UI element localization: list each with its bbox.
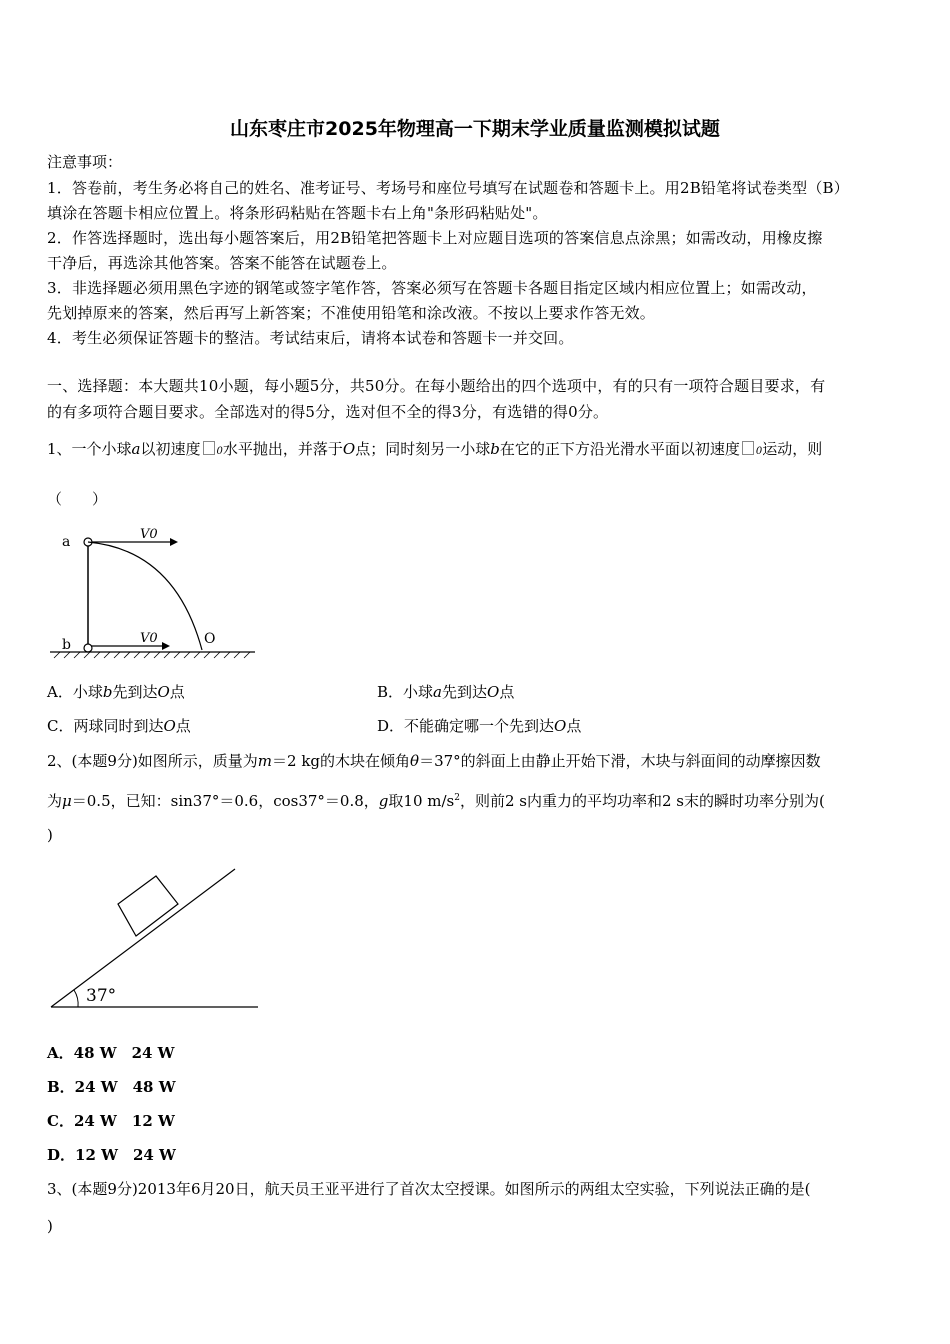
angle-arc xyxy=(74,990,78,1007)
q1-answer-paren: （ ） xyxy=(47,490,108,508)
section-instructions: 一、选择题：本大题共10小题，每小题5分，共50分。在每小题给出的四个选项中，有的只有一项符合题目要求，有 xyxy=(47,377,826,395)
q1-option-a: A．小球b先到达O点 xyxy=(47,683,185,701)
q2-option-d: D．12 W 24 W xyxy=(47,1146,176,1164)
q2-option-a: A．48 W 24 W xyxy=(47,1044,175,1062)
angle-label: 37° xyxy=(86,986,117,1006)
q1-figure xyxy=(50,520,260,660)
v0-label-bottom: V0 xyxy=(140,631,158,646)
q2-option-b: B．24 W 48 W xyxy=(47,1078,176,1096)
placeholder-box-icon xyxy=(203,441,215,455)
notice-line: 3．非选择题必须用黑色字迹的钢笔或签字笔作答，答案必须写在答题卡各题目指定区域内相应位置上；如需改动， xyxy=(47,279,817,297)
q1-option-c: C．两球同时到达O点 xyxy=(47,717,191,735)
notice-line: 先划掉原来的答案，然后再写上新答案；不准使用铅笔和涂改液。不按以上要求作答无效。 xyxy=(47,304,656,322)
q2-incline-figure xyxy=(48,862,263,1012)
q1-option-b: B．小球a先到达O点 xyxy=(377,683,515,701)
label-a: a xyxy=(62,534,71,550)
q3-stem-line1: 3、(本题9分)2013年6月20日，航天员王亚平进行了首次太空授课。如图所示的两组太空实验，下列说法正确的是( xyxy=(47,1180,811,1198)
placeholder-box-icon xyxy=(742,441,754,455)
notice-line: 干净后，再选涂其他答案。答案不能答在试题卷上。 xyxy=(47,254,397,272)
q2-stem-line2: 为μ＝0.5，已知：sin37°＝0.6，cos37°＝0.8，g取10 $m/s^2$，则前2 s内重力的平均功率和2 s末的瞬时功率分别为( xyxy=(47,792,825,810)
notice-line: 2．作答选择题时，选出每小题答案后，用2B铅笔把答题卡上对应题目选项的答案信息点涂黑；如需改动，用橡皮擦 xyxy=(47,229,823,247)
notice-heading: 注意事项： xyxy=(47,153,123,171)
q2-stem-line1: 2、(本题9分)如图所示，质量为m＝2 kg的木块在倾角θ＝37°的斜面上由静止开始下滑，木块与斜面间的动摩擦因数 xyxy=(47,752,821,770)
section-instructions: 的有多项符合题目要求。全部选对的得5分，选对但不全的得3分，有选错的得0分。 xyxy=(47,403,609,421)
page-title: 山东枣庄市2025年物理高一下期末学业质量监测模拟试题 xyxy=(230,118,720,140)
q1-stem: 1、一个小球a以初速度 0水平抛出，并落于O点；同时刻另一小球b在它的正下方沿光滑水平面以初速度 0运动，则 xyxy=(47,440,823,458)
notice-line: 1．答卷前，考生务必将自己的姓名、准考证号、考场号和座位号填写在试题卷和答题卡上。用2B铅笔将试卷类型（B） xyxy=(47,179,849,197)
notice-line: 4．考生必须保证答题卡的整洁。考试结束后，请将本试卷和答题卡一并交回。 xyxy=(47,329,574,347)
ball-b xyxy=(84,644,92,652)
label-b: b xyxy=(62,637,71,653)
notice-line: 填涂在答题卡相应位置上。将条形码粘贴在答题卡右上角"条形码粘贴处"。 xyxy=(47,204,548,222)
q2-stem-line3: ) xyxy=(47,826,53,844)
q3-stem-line2: ) xyxy=(47,1217,53,1235)
label-o: O xyxy=(204,631,216,647)
wooden-block xyxy=(118,876,178,936)
ground-hatching xyxy=(54,652,250,658)
q2-option-c: C．24 W 12 W xyxy=(47,1112,175,1130)
v0-label-top: V0 xyxy=(140,527,158,542)
q1-option-d: D．不能确定哪一个先到达O点 xyxy=(377,717,582,735)
